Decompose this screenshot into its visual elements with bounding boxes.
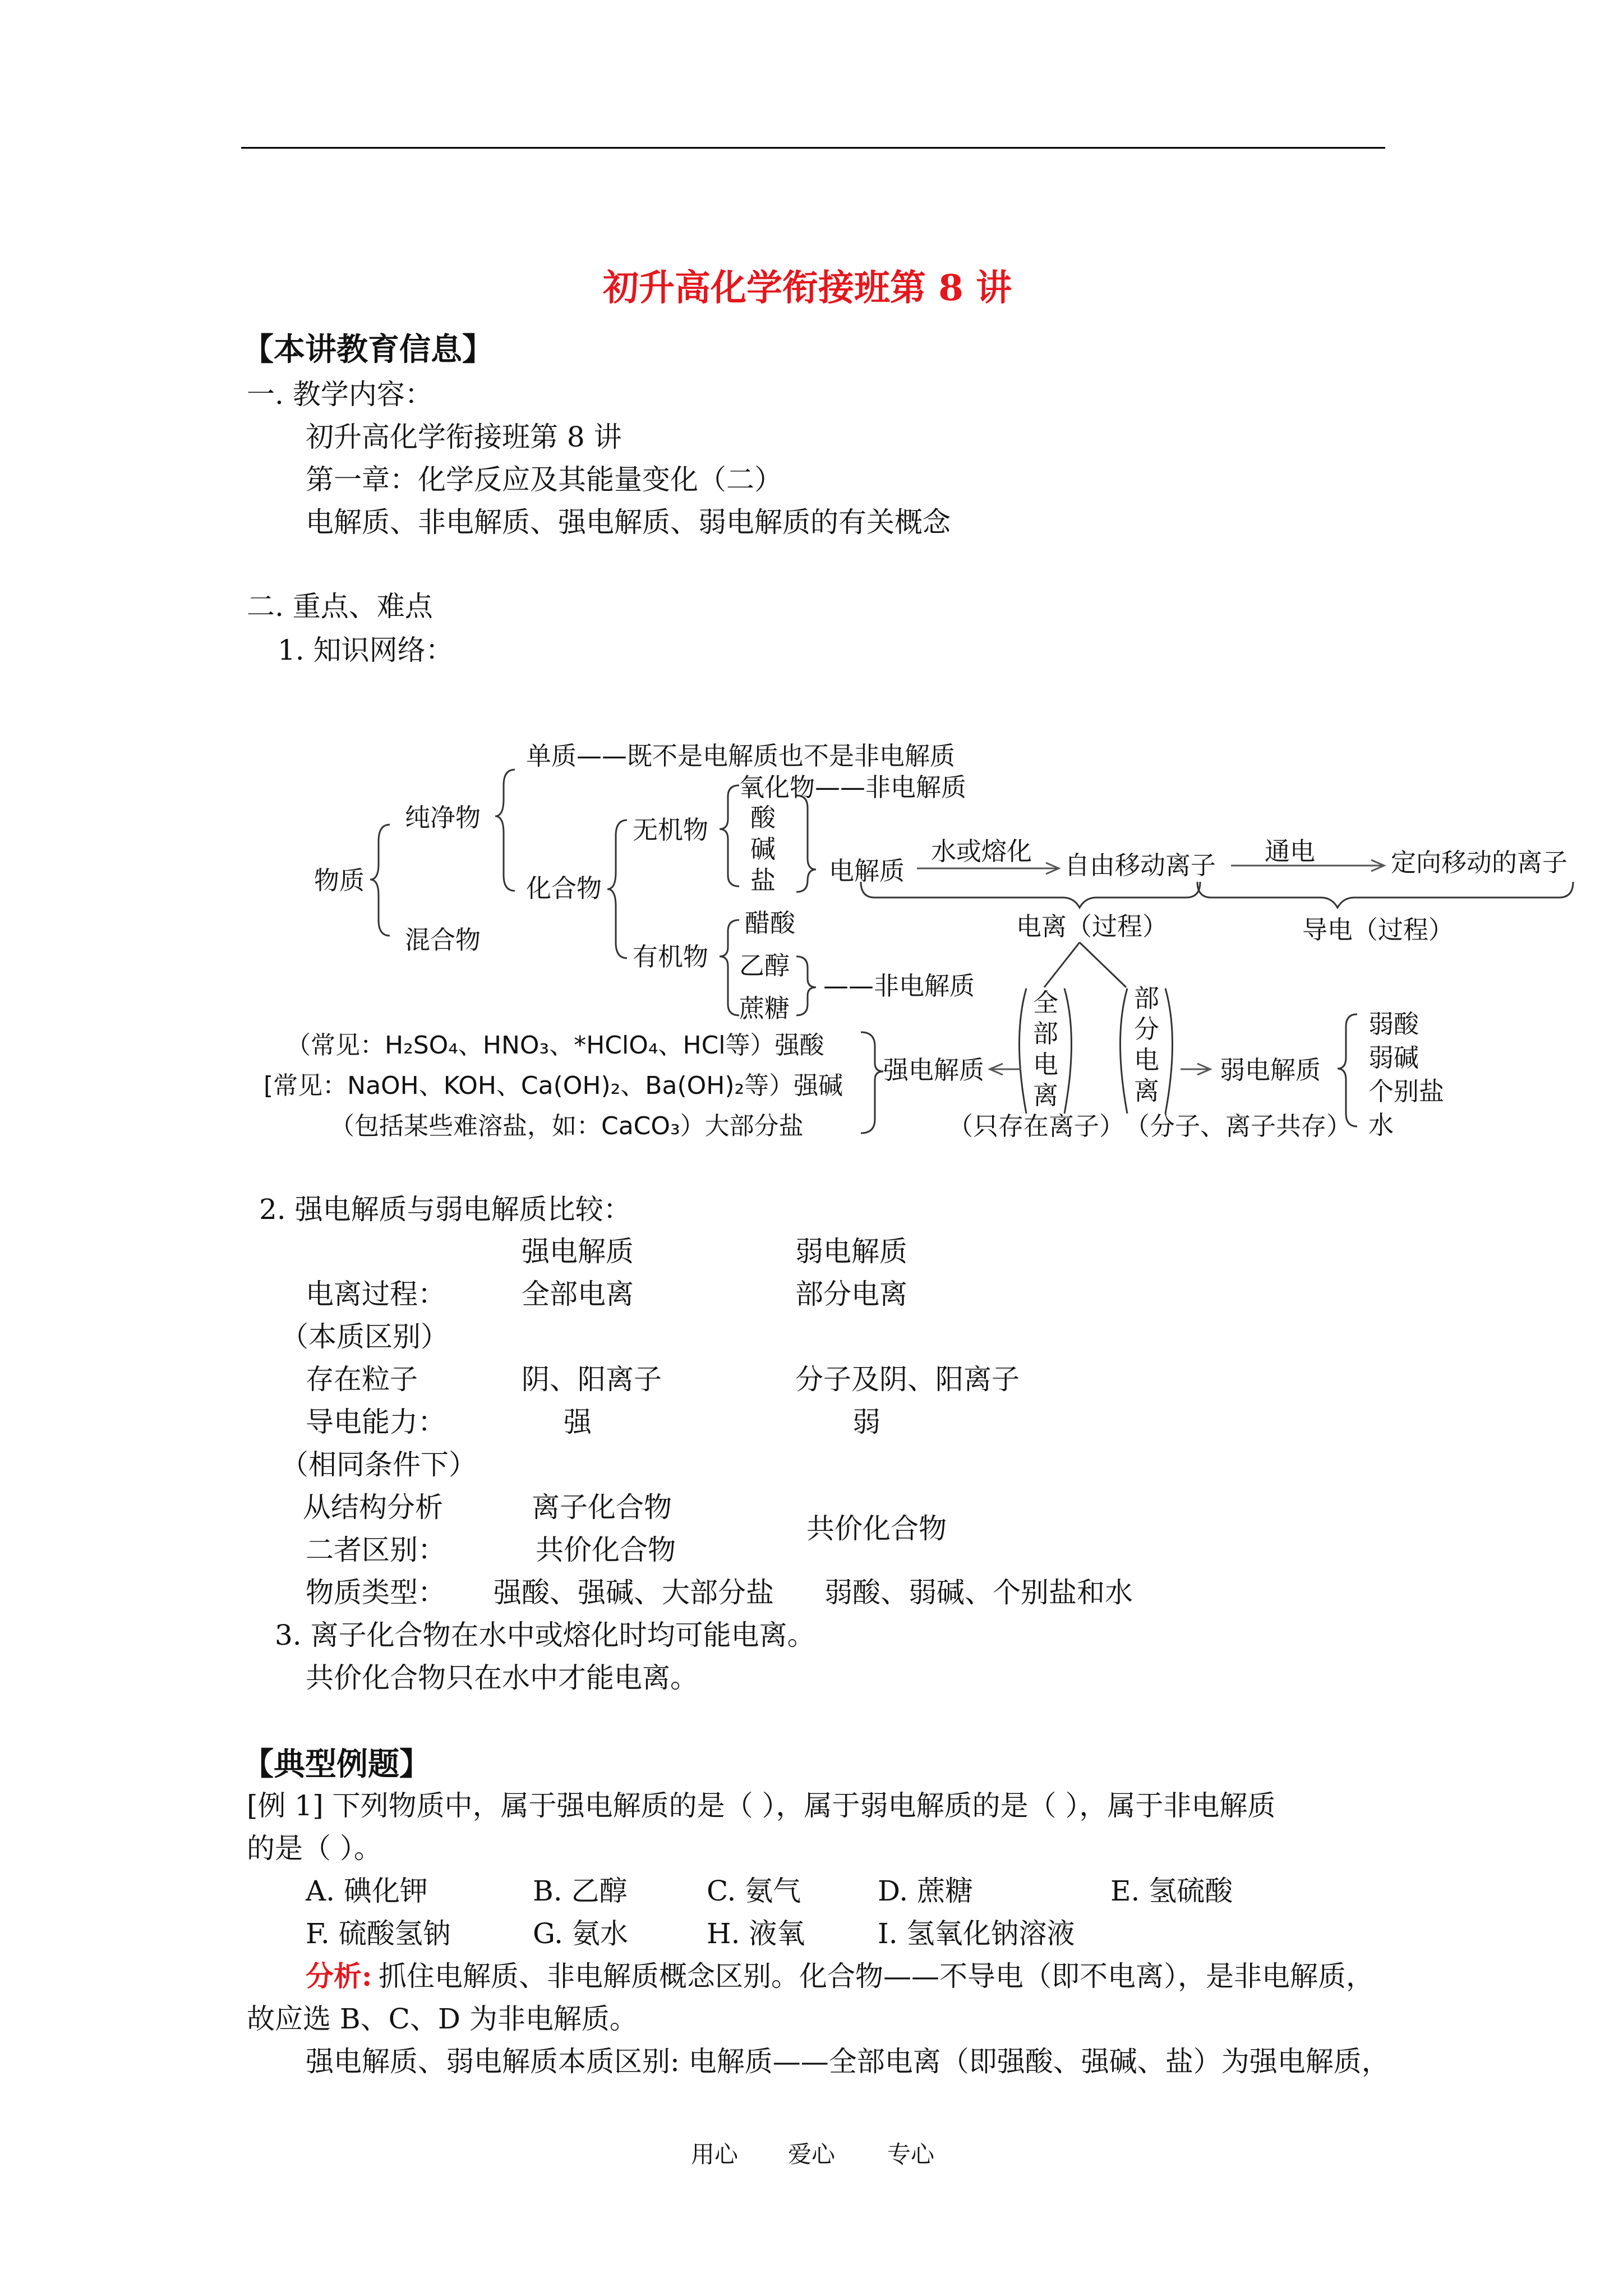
option-f: F. 硫酸氢钠	[306, 1917, 451, 1950]
analysis-line-2: 故应选 B、C、D 为非电解质。	[247, 2003, 638, 2035]
ruo-some-salts: 个别盐	[1368, 1076, 1445, 1106]
node-yanghuawu: 氧化物——非电解质	[739, 772, 967, 802]
content-line-1: 初升高化学衔接班第 8 讲	[306, 421, 622, 453]
compare-row-weak: 弱	[852, 1406, 880, 1438]
bufen-4: 离	[1134, 1076, 1160, 1106]
example-1-line-1: [例 1] 下列物质中，属于强电解质的是（ ），属于弱电解质的是（ ），属于非电解质	[247, 1789, 1276, 1822]
node-zhetang: 蔗糖	[739, 993, 790, 1023]
option-g: G. 氨水	[533, 1917, 628, 1950]
example-1-line-2: 的是（ ）。	[247, 1832, 382, 1865]
label-daodian: 导电（过程）	[1302, 915, 1454, 945]
node-jian: 碱	[750, 834, 776, 864]
node-dianjiezhi: 电解质	[829, 856, 905, 886]
node-yan: 盐	[750, 866, 776, 895]
ruo-weak-base: 弱碱	[1368, 1043, 1419, 1073]
item-3-line-1: 3. 离子化合物在水中或熔化时均可能电离。	[275, 1619, 815, 1651]
ruo-weak-acid: 弱酸	[1368, 1009, 1419, 1039]
compare-row-strong: 离子化合物	[532, 1491, 672, 1524]
bufen-1: 部	[1134, 983, 1160, 1013]
compare-row-label: 存在粒子	[306, 1363, 418, 1396]
content-line-3: 电解质、非电解质、强电解质、弱电解质的有关概念	[306, 506, 951, 539]
analysis-label: 分析:	[306, 1959, 372, 1993]
sub-knowledge-network: 1. 知识网络：	[278, 634, 454, 666]
compare-row-strong: 强	[564, 1406, 592, 1438]
node-wujiwu: 无机物	[633, 815, 709, 845]
option-i: I. 氢氧化钠溶液	[878, 1917, 1075, 1950]
page-title: 初升高化学衔接班第 8 讲	[603, 267, 1012, 309]
compare-row-label: 二者区别：	[306, 1534, 446, 1566]
analysis-line-3: 强电解质、弱电解质本质区别: 电解质——全部电离（即强酸、强碱、盐）为强电解质，	[306, 2045, 1390, 2078]
node-chunjingwu: 纯净物	[405, 803, 481, 832]
compare-row-weak: 分子及阴、阳离子	[795, 1363, 1020, 1396]
common-salts: （包括某些难溶盐，如：CaCO₃）大部分盐	[330, 1112, 804, 1140]
common-strong-acids: （常见：H₂SO₄、HNO₃、*HClO₄、HCl等）强酸	[286, 1031, 824, 1060]
footer-text-3: 专心	[887, 2141, 935, 2168]
analysis-line-1: 抓住电解质、非电解质概念区别。化合物——不导电（即不电离），是非电解质，	[379, 1960, 1374, 1993]
option-e: E. 氢硫酸	[1110, 1875, 1233, 1907]
compare-row-label: 从结构分析	[303, 1491, 443, 1524]
item-key-points: 二. 重点、难点	[247, 590, 433, 623]
section-heading-info: 【本讲教育信息】	[242, 331, 494, 368]
node-hunhewu: 混合物	[405, 925, 481, 955]
compare-row-strong: 强酸、强碱、大部分盐	[494, 1576, 774, 1609]
compare-row-strong: 共价化合物	[536, 1534, 676, 1566]
label-zhicunzai: （只存在离子）	[948, 1111, 1125, 1141]
compare-row-strong: 全部电离	[522, 1278, 634, 1310]
node-qiangdianjiezhi: 强电解质	[883, 1055, 985, 1085]
label-dianli: 电离（过程）	[1016, 912, 1168, 941]
bufen-3: 电	[1134, 1045, 1160, 1075]
node-huahewu: 化合物	[526, 873, 602, 903]
label-tongdian: 通电	[1265, 836, 1316, 866]
node-ruodianjiezhi: 弱电解质	[1220, 1055, 1321, 1085]
footer-text-1: 用心	[691, 2141, 739, 2168]
compare-col-strong: 强电解质	[522, 1235, 634, 1268]
content-line-2: 第一章：化学反应及其能量变化（二）	[306, 463, 782, 496]
item-teaching-content: 一. 教学内容：	[247, 378, 433, 411]
compare-row-weak: 弱酸、弱碱、个别盐和水	[824, 1576, 1133, 1609]
option-d: D. 蔗糖	[878, 1875, 974, 1907]
compare-row-label: （相同条件下）	[280, 1448, 477, 1481]
compare-row-weak: 部分电离	[795, 1278, 907, 1310]
compare-row-label: （本质区别）	[280, 1320, 449, 1353]
node-feidianjiezhi: ——非电解质	[823, 971, 975, 1001]
compare-heading: 2. 强电解质与弱电解质比较：	[259, 1193, 631, 1226]
node-youjiwu: 有机物	[633, 942, 709, 972]
node-danzhi: 单质——既不是电解质也不是非电解质	[526, 741, 956, 771]
option-b: B. 乙醇	[533, 1875, 628, 1907]
common-strong-bases: [常见：NaOH、KOH、Ca(OH)₂、Ba(OH)₂等）强碱	[264, 1071, 843, 1100]
quanbu-3: 电	[1033, 1050, 1059, 1079]
item-3-line-2: 共价化合物只在水中才能电离。	[306, 1662, 698, 1694]
node-yichun: 乙醇	[739, 951, 790, 981]
option-a: A. 碘化钾	[306, 1875, 428, 1907]
compare-row-label: 导电能力：	[306, 1406, 446, 1438]
node-dingxiang: 定向移动的离子	[1391, 848, 1568, 877]
option-c: C. 氨气	[707, 1875, 801, 1907]
compare-row-label: 电离过程：	[306, 1278, 446, 1310]
node-cusuan: 醋酸	[745, 908, 796, 938]
compare-row-weak: 共价化合物	[806, 1512, 947, 1545]
node-wuzhi: 物质	[314, 866, 365, 895]
footer-text-2: 爱心	[788, 2141, 836, 2168]
quanbu-1: 全	[1033, 988, 1059, 1018]
node-suan: 酸	[750, 803, 776, 832]
compare-col-weak: 弱电解质	[795, 1235, 907, 1268]
section-heading-examples: 【典型例题】	[242, 1746, 431, 1783]
compare-row-strong: 阴、阳离子	[522, 1363, 662, 1396]
ruo-water: 水	[1368, 1110, 1394, 1140]
label-fenzilizi: （分子、离子共存）	[1124, 1111, 1352, 1141]
bufen-2: 分	[1134, 1014, 1160, 1044]
quanbu-2: 部	[1033, 1019, 1059, 1048]
quanbu-4: 离	[1033, 1080, 1059, 1110]
compare-row-label: 物质类型：	[306, 1576, 446, 1609]
option-h: H. 液氧	[707, 1917, 805, 1950]
node-ziyouyidonglizi: 自由移动离子	[1064, 850, 1216, 880]
label-shuihuoronghua: 水或熔化	[931, 836, 1032, 866]
